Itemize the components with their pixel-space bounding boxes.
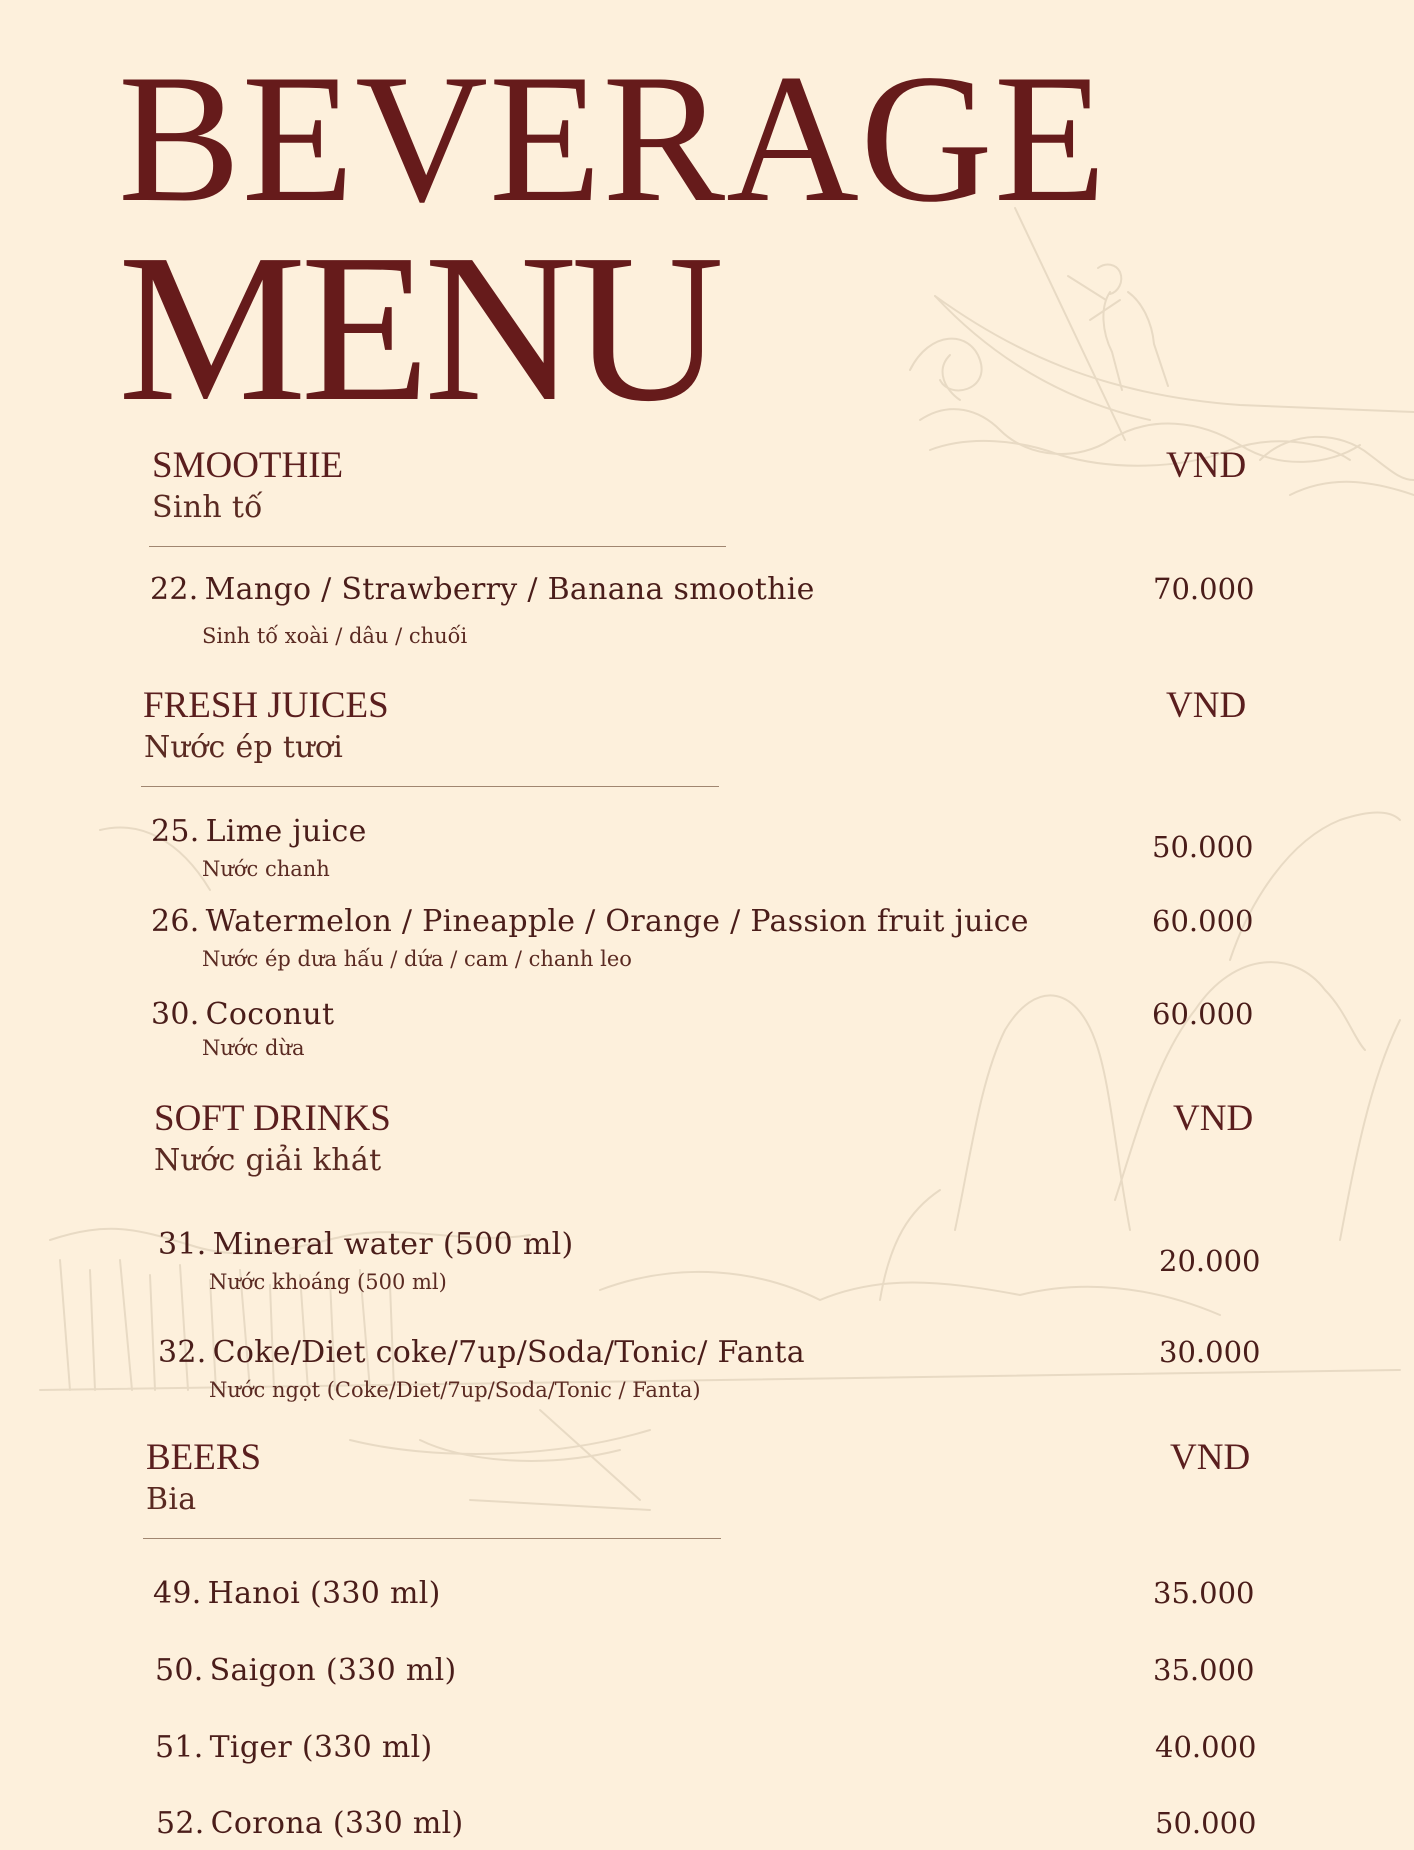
item-number: 30. xyxy=(151,997,200,1032)
item-name-vi: Nước dừa xyxy=(202,1036,305,1060)
section-divider xyxy=(143,1538,721,1539)
currency-label: VND xyxy=(1166,445,1247,486)
item-name: Corona (330 ml) xyxy=(210,1806,464,1841)
item-name: Tiger (330 ml) xyxy=(209,1730,433,1765)
item-number: 31. xyxy=(158,1227,207,1262)
item-price: 70.000 xyxy=(1153,572,1255,606)
section-divider xyxy=(141,786,719,787)
item-number: 26. xyxy=(151,904,200,939)
item-price: 40.000 xyxy=(1155,1730,1257,1764)
item-name: Lime juice xyxy=(205,814,367,849)
item-name-vi: Nước ép dưa hấu / dứa / cam / chanh leo xyxy=(202,947,632,971)
menu-title-line2: MENU xyxy=(118,210,719,445)
currency-label: VND xyxy=(1173,1098,1254,1139)
currency-label: VND xyxy=(1170,1437,1251,1478)
item-price: 50.000 xyxy=(1152,830,1254,864)
item-number: 51. xyxy=(155,1730,204,1765)
menu-item xyxy=(153,1576,441,1611)
item-name: Mango / Strawberry / Banana smoothie xyxy=(204,572,815,607)
section-subtitle-soft-drinks: Nước giải khát xyxy=(154,1143,382,1178)
menu-item xyxy=(155,1730,433,1765)
menu-item xyxy=(158,1335,805,1370)
menu-item xyxy=(151,997,334,1032)
item-number: 52. xyxy=(156,1806,205,1841)
menu-item xyxy=(151,904,1029,939)
item-name-vi: Nước khoáng (500 ml) xyxy=(209,1270,447,1294)
item-number: 49. xyxy=(153,1576,202,1611)
item-price: 35.000 xyxy=(1153,1653,1255,1687)
section-divider xyxy=(149,546,726,547)
waves-illustration xyxy=(910,339,1414,495)
item-price: 30.000 xyxy=(1159,1335,1261,1369)
section-subtitle-beers: Bia xyxy=(146,1482,197,1517)
item-name-vi: Sinh tố xoài / dâu / chuối xyxy=(202,624,468,648)
menu-item xyxy=(151,814,367,849)
menu-item xyxy=(156,1806,464,1841)
menu-title-line1: BEVERAGE xyxy=(118,36,1108,240)
item-price: 35.000 xyxy=(1153,1576,1255,1610)
section-title-beers: BEERS xyxy=(146,1437,262,1478)
item-price: 50.000 xyxy=(1155,1806,1257,1840)
item-number: 50. xyxy=(155,1653,204,1688)
section-title-fresh-juices: FRESH JUICES xyxy=(143,685,389,726)
section-subtitle-fresh-juices: Nước ép tươi xyxy=(144,730,344,765)
item-number: 32. xyxy=(158,1335,207,1370)
item-price: 60.000 xyxy=(1152,904,1254,938)
item-name-vi: Nước chanh xyxy=(202,857,330,881)
section-title-soft-drinks: SOFT DRINKS xyxy=(154,1098,391,1139)
menu-item xyxy=(158,1227,573,1262)
item-name: Coke/Diet coke/7up/Soda/Tonic/ Fanta xyxy=(212,1335,805,1370)
menu-item xyxy=(155,1653,457,1688)
menu-item xyxy=(150,572,815,607)
item-name: Coconut xyxy=(205,997,335,1032)
section-title-smoothie: SMOOTHIE xyxy=(152,445,344,486)
item-name: Hanoi (330 ml) xyxy=(207,1576,441,1611)
item-name: Saigon (330 ml) xyxy=(209,1653,457,1688)
item-name-vi: Nước ngọt (Coke/Diet/7up/Soda/Tonic / Fanta) xyxy=(209,1378,701,1402)
item-price: 20.000 xyxy=(1159,1244,1261,1278)
boatman-poling-boat-illustration xyxy=(935,208,1414,440)
item-name: Mineral water (500 ml) xyxy=(212,1227,574,1262)
item-name: Watermelon / Pineapple / Orange / Passion fruit juice xyxy=(205,904,1029,939)
item-number: 22. xyxy=(150,572,199,607)
currency-label: VND xyxy=(1166,685,1247,726)
item-number: 25. xyxy=(151,814,200,849)
section-subtitle-smoothie: Sinh tố xyxy=(152,490,263,525)
rowboat-illustration xyxy=(350,1410,650,1510)
item-price: 60.000 xyxy=(1152,997,1254,1031)
